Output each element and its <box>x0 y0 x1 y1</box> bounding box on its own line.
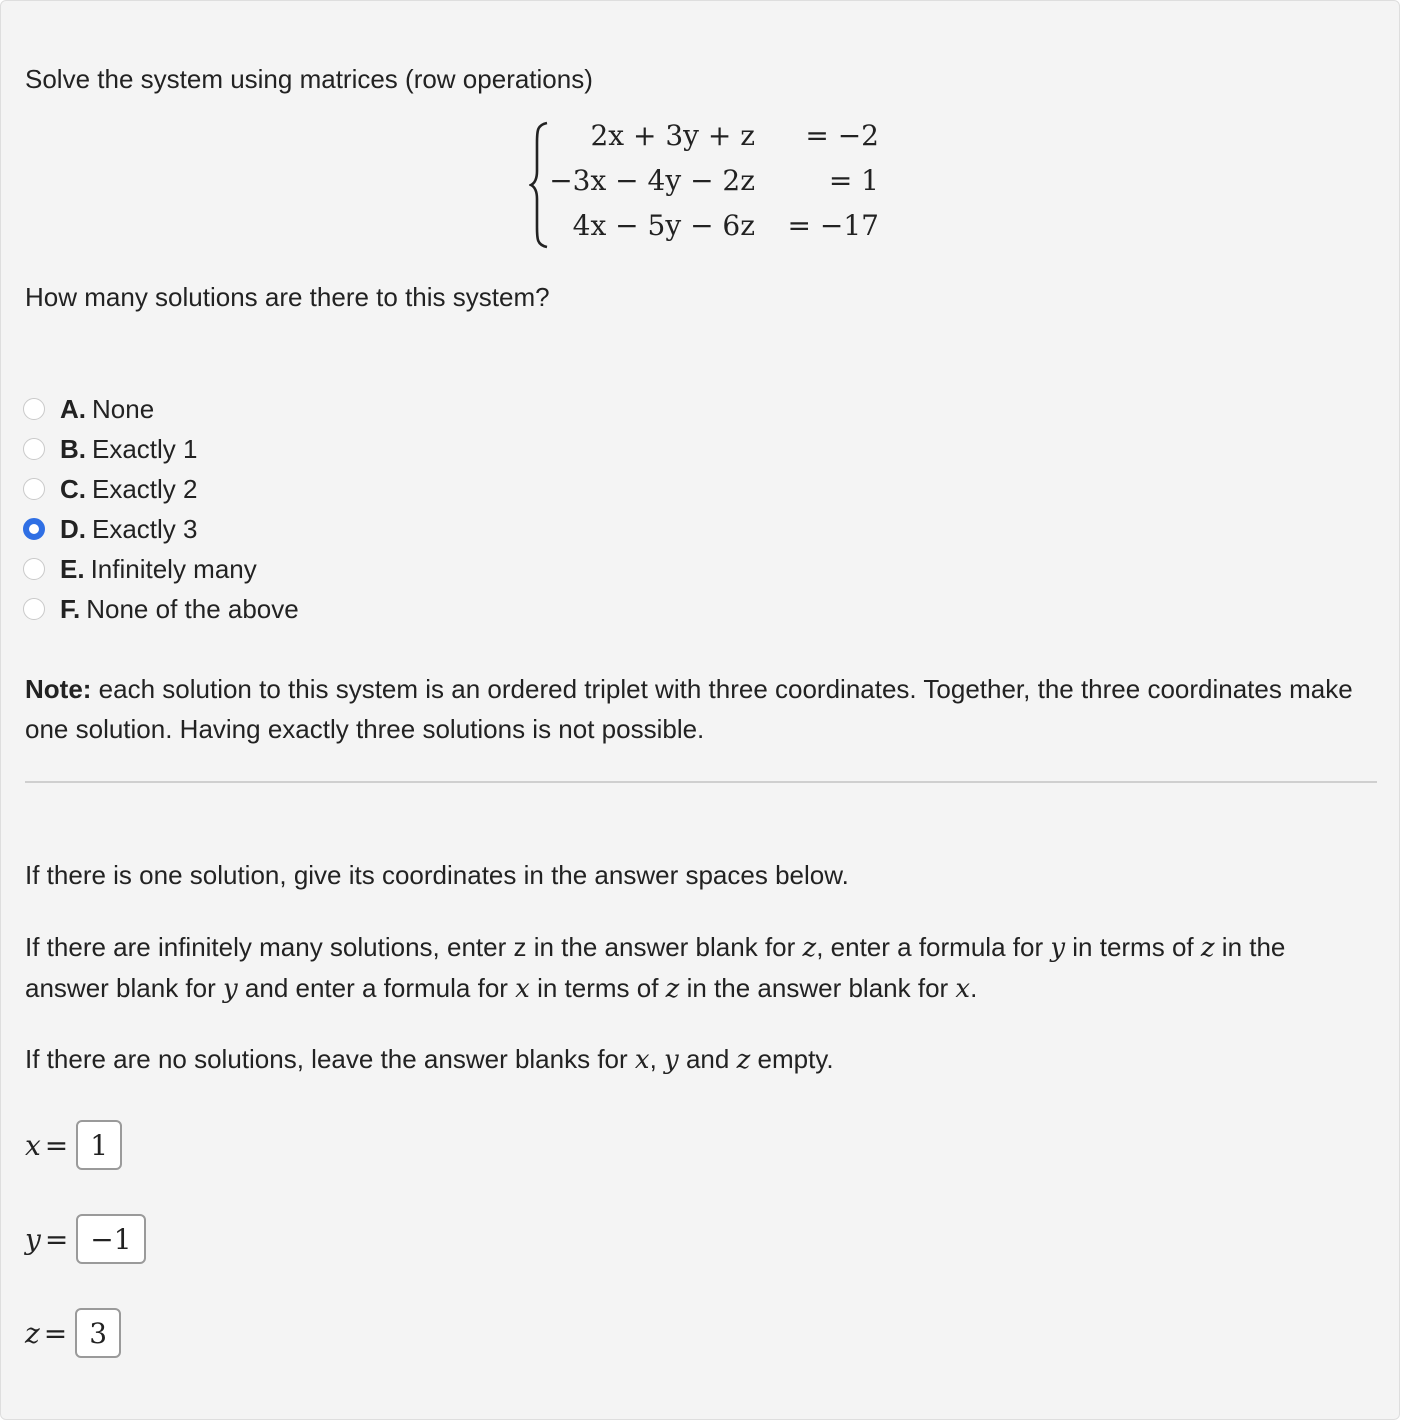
option-letter: D. <box>60 514 86 544</box>
option-e[interactable] <box>23 549 299 589</box>
option-c[interactable] <box>23 469 299 509</box>
answer-z-label: z <box>25 1316 40 1350</box>
equation-lhs: 2x + 3y + z <box>590 119 755 152</box>
option-letter: B. <box>60 434 86 464</box>
radio-button-selected[interactable] <box>23 518 45 540</box>
answer-z-input[interactable]: 3 <box>75 1308 121 1358</box>
answer-options <box>23 389 299 629</box>
note-text: each solution to this system is an ordered triplet with three coordinates. Together, the three coordinates make one solution. Having exactly three solutions is not possible. <box>25 674 1353 744</box>
option-b[interactable] <box>23 429 299 469</box>
option-label: None <box>92 394 155 424</box>
option-letter: A. <box>60 394 86 424</box>
answer-x-input[interactable]: 1 <box>76 1120 122 1170</box>
equation-rhs: = −17 <box>787 209 879 242</box>
radio-button[interactable] <box>23 558 45 580</box>
equals-sign: = <box>44 1222 69 1256</box>
option-f[interactable] <box>23 589 299 629</box>
question-text: How many solutions are there to this system? <box>25 282 550 312</box>
equation-row <box>529 209 889 254</box>
equals-sign: = <box>44 1128 69 1162</box>
answer-y-input[interactable]: −1 <box>76 1214 145 1264</box>
radio-button[interactable] <box>23 598 45 620</box>
option-label: Exactly 1 <box>92 434 198 464</box>
radio-button[interactable] <box>23 398 45 420</box>
option-label: Infinitely many <box>90 554 257 584</box>
option-letter: F. <box>60 594 81 624</box>
answer-y-row <box>25 1214 146 1264</box>
equals-sign: = <box>43 1316 68 1350</box>
radio-button[interactable] <box>23 478 45 500</box>
answer-z-row <box>25 1308 121 1358</box>
equation-lhs: 4x − 5y − 6z <box>572 209 755 242</box>
equation-lhs: −3x − 4y − 2z <box>549 164 755 197</box>
answer-x-label: x <box>25 1128 41 1162</box>
option-letter: C. <box>60 474 86 504</box>
instruction-one-solution: If there is one solution, give its coordinates in the answer spaces below. <box>25 860 849 890</box>
equation-row <box>529 164 889 209</box>
instruction-infinite: If there are infinitely many solutions, enter z in the answer blank for z, enter a formula for y in terms of z in the answer blank for y and enter a formula for x in terms of z in the answer blank for x. <box>25 932 1286 1004</box>
equation-rhs: = 1 <box>828 164 879 197</box>
feedback-note <box>25 669 1365 749</box>
note-label: Note: <box>25 674 92 704</box>
answer-y-label: y <box>25 1222 41 1256</box>
option-d[interactable] <box>23 509 299 549</box>
equation-system <box>529 119 889 251</box>
equation-rhs: = −2 <box>805 119 879 152</box>
option-label: Exactly 2 <box>92 474 198 504</box>
instruction-none: If there are no solutions, leave the answer blanks for x, y and z empty. <box>25 1044 834 1075</box>
option-label: Exactly 3 <box>92 514 198 544</box>
divider <box>25 781 1377 783</box>
option-label: None of the above <box>86 594 299 624</box>
prompt-text: Solve the system using matrices (row operations) <box>25 64 593 94</box>
radio-button[interactable] <box>23 438 45 460</box>
equation-row <box>529 119 889 164</box>
answer-x-row <box>25 1120 122 1170</box>
option-letter: E. <box>60 554 85 584</box>
option-a[interactable] <box>23 389 299 429</box>
